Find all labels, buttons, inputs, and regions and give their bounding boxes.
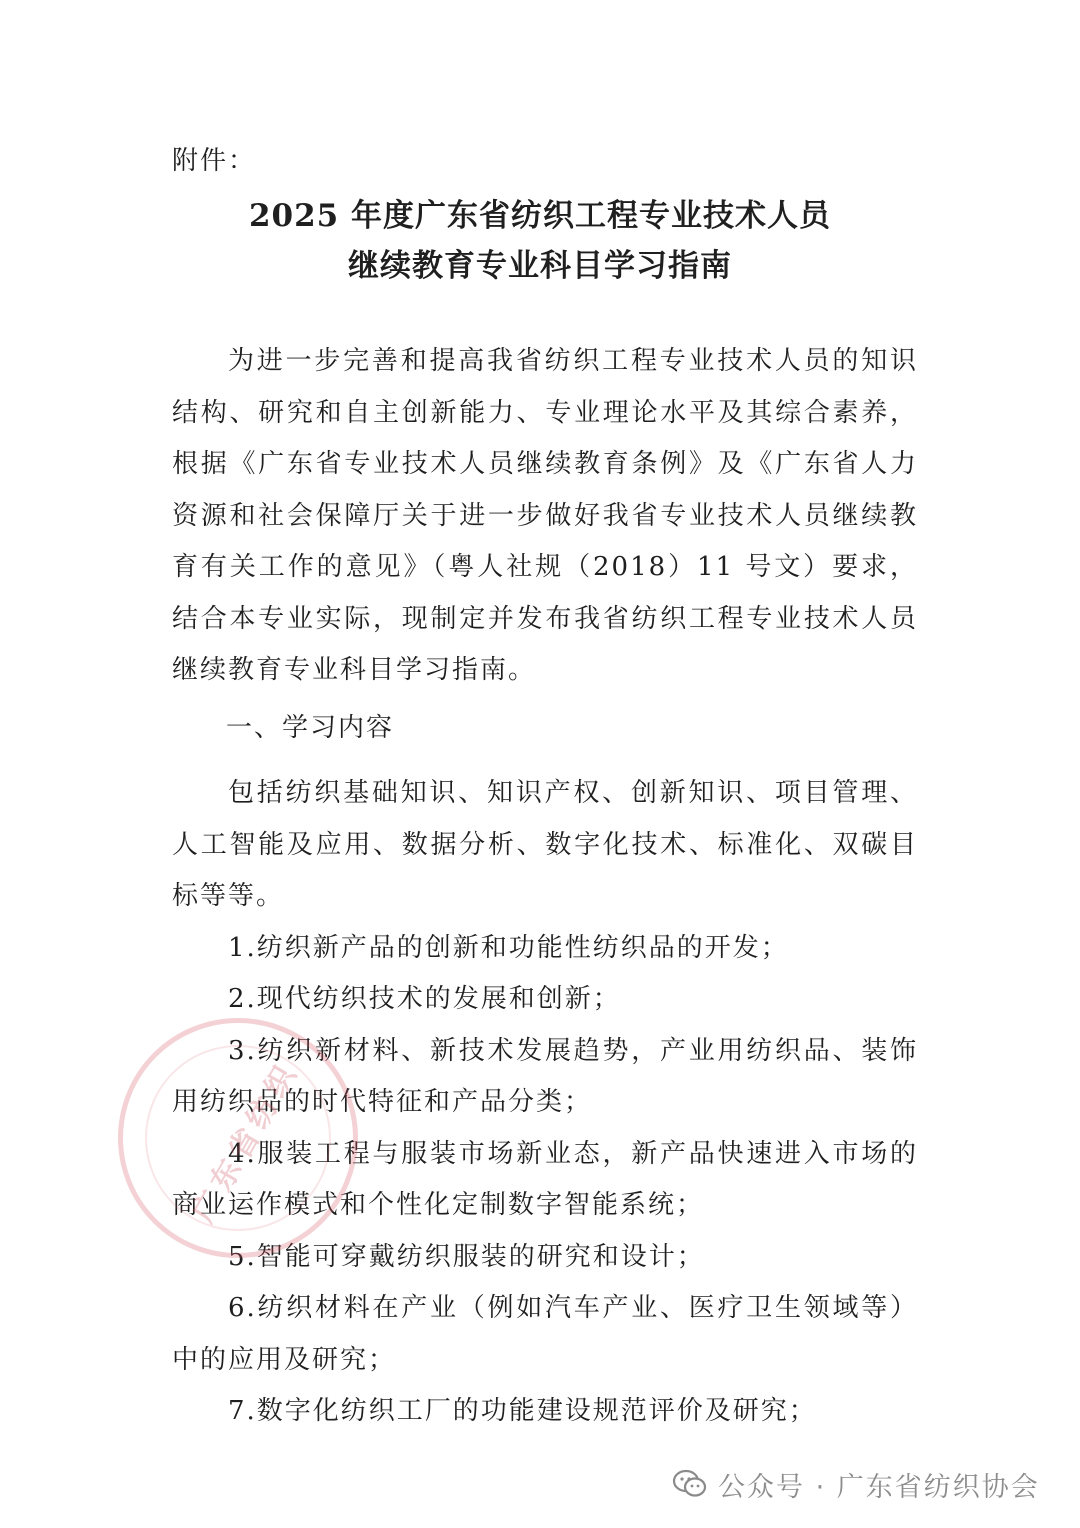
list-item: 7.数字化纺织工厂的功能建设规范评价及研究； bbox=[228, 1396, 817, 1426]
watermark-text: 公众号 · 广东省纺织协会 bbox=[718, 1471, 1040, 1503]
document-title-line2: 继续教育专业科目学习指南 bbox=[348, 248, 732, 284]
wechat-watermark bbox=[672, 1464, 1040, 1504]
attachment-label: 附件： bbox=[172, 146, 257, 176]
list-item: 5.智能可穿戴纺织服装的研究和设计； bbox=[228, 1241, 705, 1272]
section-heading-learning-content: 一、学习内容 bbox=[226, 713, 395, 743]
list-item: 4.服装工程与服装市场新业态，新产品快速进入市场的商业运作模式和个性化定制数字智能系统； bbox=[172, 1138, 918, 1220]
seal-text: 广东省纺织 bbox=[185, 1055, 307, 1229]
list-item: 2.现代纺织技术的发展和创新； bbox=[228, 984, 621, 1014]
list-item: 1.纺织新产品的创新和功能性纺织品的开发； bbox=[228, 932, 789, 963]
learning-content-body bbox=[172, 768, 918, 1438]
learning-content-summary: 包括纺织基础知识、知识产权、创新知识、项目管理、人工智能及应用、数据分析、数字化技术、标准化、双碳目标等等。 bbox=[172, 778, 918, 911]
document-title-line1: 2025 年度广东省纺织工程专业技术人员 bbox=[248, 198, 832, 234]
list-item: 6.纺织材料在产业（例如汽车产业、医疗卫生领域等）中的应用及研究； bbox=[172, 1293, 918, 1375]
intro-paragraph: 为进一步完善和提高我省纺织工程专业技术人员的知识结构、研究和自主创新能力、专业理论水平及其综合素养，根据《广东省专业技术人员继续教育条例》及《广东省人力资源和社会保障厅关于进一步做好我省专业技术人员继续教育有关工作的意见》（粤人社规（2018）11 号文）要求，结合本专业实际，现制定并发布我省纺织工程专业技术人员继续教育专业科目学习指南。 bbox=[172, 346, 918, 685]
wechat-icon bbox=[672, 1469, 708, 1499]
list-item: 3.纺织新材料、新技术发展趋势，产业用纺织品、装饰用纺织品的时代特征和产品分类； bbox=[172, 1035, 918, 1117]
